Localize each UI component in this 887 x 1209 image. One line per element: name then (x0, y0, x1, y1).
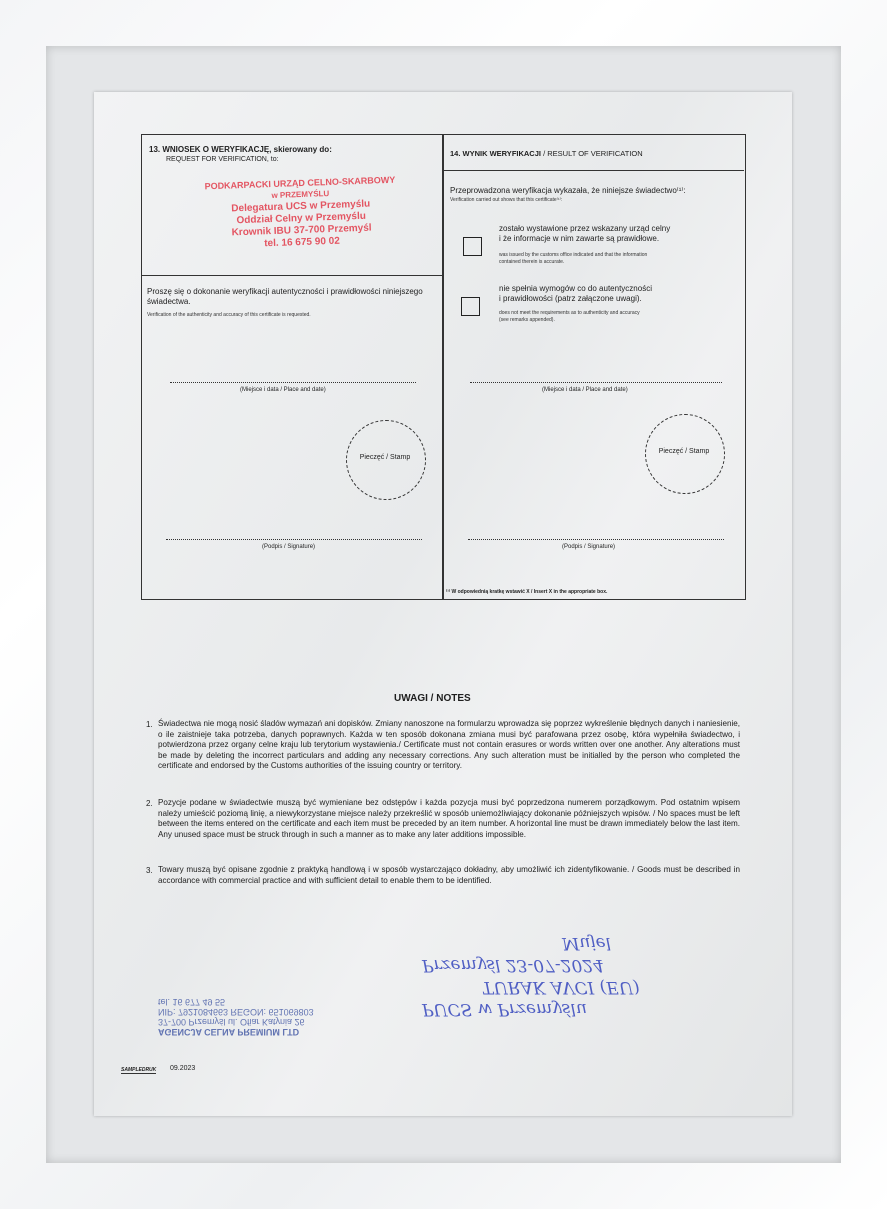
box13-place-line (170, 382, 416, 383)
box13-title: 13. WNIOSEK O WERYFIKACJĘ, skierowany do: (149, 145, 332, 154)
document-page (94, 92, 792, 1116)
agency-blue-stamp: AGENCJA CELNA PREMIUM LTD 37-700 Przemyśl ul. Ofiar Katynia 26 NIP: 7921084663 REGON: 651069803 tel. 16 677 49 55 (158, 997, 314, 1037)
box13-request-text: Proszę się o dokonanie weryfikacji autentyczności i prawidłowości niniejszego świadectwa. (147, 287, 423, 306)
box14-option1: zostało wystawione przez wskazany urząd celny i że informacje w nim zawarte są prawidłowe. (499, 224, 671, 243)
customs-office-red-stamp: PODKARPACKI URZĄD CELNO-SKARBOWY w PRZEMYŚLU Delegatura UCS w Przemyślu Oddział Celny w Przemyślu Krownik IBU 37-700 Przemyśl tel. 16 675 90 02 (204, 174, 396, 250)
note-number: 2. (146, 799, 153, 808)
box14-option2: nie spełnia wymogów co do autentyczności i prawidłowości (patrz załączone uwagi). (499, 284, 652, 303)
note-item: Świadectwa nie mogą nosić śladów wymazań ani dopisków. Zmiany nanoszone na formularzu wprowadza się poprzez wykreślenie błędnych danych i naniesienie, o ile zaistnieje taka potrzeba, danych poprawnych. Każda w ten sposób dokonana zmiana musi być parafowana przez osobę, która wypełniła świadectwo, i potwierdzona przez organy celne kraju lub terytorium wystawienia./ Certificate must not contain erasures or words written over one another. Any alterations must be made by deleting the incorrect particulars and adding any necessary corrections. Any such alteration must be initialled by the person who completed the certificate and endorsed by the Customs authorities of the issuing country or territory. (158, 719, 740, 770)
box13-signature-label: (Podpis / Signature) (262, 544, 316, 550)
printer-mark: SAMPLEDRUK (121, 1067, 157, 1073)
box14-carried-en: Verification carried out shows that this certificate⁽¹⁾: (450, 197, 563, 203)
box13-signature-line (166, 539, 422, 540)
notes-heading: UWAGI / NOTES (394, 693, 471, 704)
box14-stamp-label: Pieczęć / Stamp (658, 448, 710, 455)
box14-result (442, 134, 746, 600)
box14-footnote: ⁽¹⁾ W odpowiednią kratkę wstawić X / Insert X in the appropriate box. (446, 589, 608, 595)
box14-divider (442, 170, 744, 171)
box13-place-label: (Miejsce i data / Place and date) (240, 387, 326, 393)
box13-request-en: Verification of the authenticity and accuracy of this certificate is requested. (147, 312, 311, 318)
box13-title-en: REQUEST FOR VERIFICATION, to: (166, 156, 279, 163)
note-item: Pozycje podane w świadectwie muszą być wymieniane bez odstępów i każda pozycja musi być poprzedzona numerem porządkowym. Pod ostatnim wpisem należy umieścić poziomą linię, a niewykorzystane miejsce należy przekreślić w sposób uniemożliwiający dokonanie późniejszych wpisów. / No spaces must be left between the items entered on the certificate and each item must be preceded by an item number. A horizontal line must be drawn immediately below the last item. Any unused space must be struck through in such a manner as to make any later additions impossible. (158, 798, 740, 839)
handwritten-notes: PUCS w Przemyślu TURAK AVCI (EU) Przemyśl 23-07-2024 Mujel (422, 933, 640, 1019)
box14-carried-text: Przeprowadzona weryfikacja wykazała, że niniejsze świadectwo⁽¹⁾: (450, 186, 686, 195)
note-item: Towary muszą być opisane zgodnie z praktyką handlową i w sposób wystarczająco dokładny, aby umożliwić ich zidentyfikowanie. / Goods must be described in accordance with commercial practice and with sufficient detail to enable them to be identified. (158, 865, 740, 885)
verification-not-authentic-checkbox[interactable] (461, 297, 480, 316)
box14-place-line (470, 382, 722, 383)
box14-signature-label: (Podpis / Signature) (562, 544, 616, 550)
note-number: 1. (146, 720, 153, 729)
box14-title: 14. WYNIK WERYFIKACJI / RESULT OF VERIFICATION (450, 149, 643, 158)
box14-signature-line (468, 539, 724, 540)
note-number: 3. (146, 866, 153, 875)
box14-option1-en: was issued by the customs office indicated and that the information contained therein is accurate. (499, 252, 648, 265)
form-edition: 09.2023 (170, 1065, 196, 1072)
box14-place-label: (Miejsce i data / Place and date) (542, 387, 628, 393)
box13-stamp-label: Pieczęć / Stamp (359, 454, 411, 461)
verification-authentic-checkbox[interactable] (463, 237, 482, 256)
box13-divider (141, 275, 442, 276)
box14-option2-en: does not meet the requirements as to authenticity and accuracy (see remarks appended). (499, 310, 640, 323)
